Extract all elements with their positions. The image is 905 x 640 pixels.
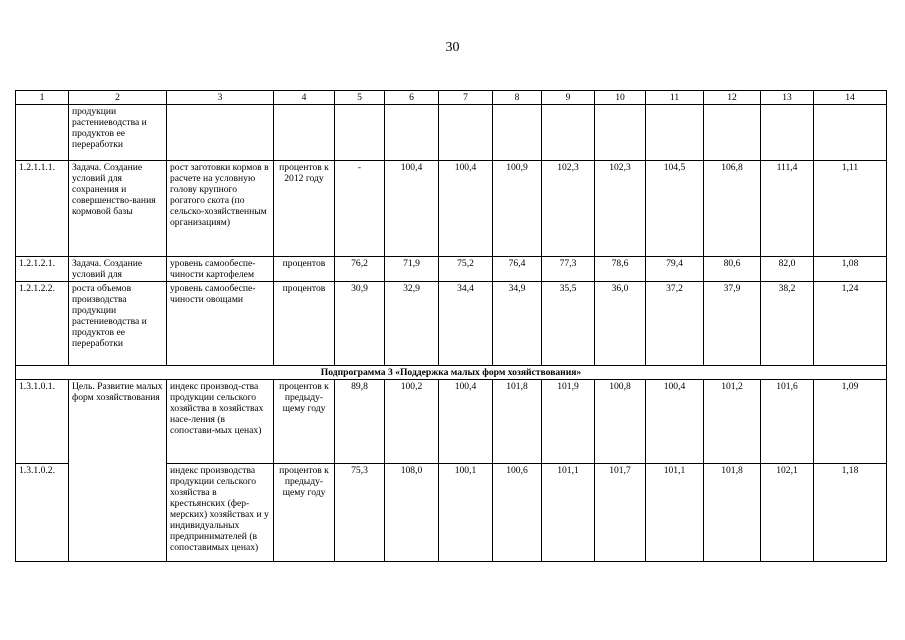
value-cell [704, 105, 761, 161]
value-cell: 80,6 [704, 257, 761, 282]
value-cell: 37,2 [646, 282, 704, 366]
value-cell: 35,5 [542, 282, 595, 366]
value-cell: 100,2 [385, 380, 439, 464]
col-header: 8 [493, 91, 542, 105]
value-cell: 100,8 [595, 380, 646, 464]
value-cell: 77,3 [542, 257, 595, 282]
unit-cell: процентов к предыду-щему году [274, 380, 335, 464]
value-cell: 100,6 [493, 464, 542, 562]
value-cell: 1,11 [814, 161, 887, 257]
col-header: 7 [439, 91, 493, 105]
column-number-row [16, 91, 887, 105]
value-cell: 34,9 [493, 282, 542, 366]
subprogram-heading: Подпрограмма 3 «Поддержка малых форм хозяйствования» [16, 366, 887, 380]
indicator-cell: рост заготовки кормов в расчете на условную голову крупного рогатого скота (по сельско-хозяйственным организациям) [167, 161, 274, 257]
value-cell: 1,08 [814, 257, 887, 282]
value-cell: 30,9 [335, 282, 385, 366]
unit-cell: процентов [274, 257, 335, 282]
value-cell: 71,9 [385, 257, 439, 282]
value-cell: 79,4 [646, 257, 704, 282]
value-cell: 1,09 [814, 380, 887, 464]
col-header: 10 [595, 91, 646, 105]
value-cell: 37,9 [704, 282, 761, 366]
col-header: 2 [69, 91, 167, 105]
unit-cell: процентов к 2012 году [274, 161, 335, 257]
code-cell: 1.3.1.0.2. [16, 464, 69, 562]
value-cell: 102,1 [761, 464, 814, 562]
value-cell [595, 105, 646, 161]
value-cell: 101,9 [542, 380, 595, 464]
goal-cell: Цель. Развитие малых форм хозяйствования [69, 380, 167, 562]
value-cell: 101,2 [704, 380, 761, 464]
value-cell [335, 105, 385, 161]
unit-cell [274, 105, 335, 161]
indicator-cell: индекс производ-ства продукции сельского хозяйства в хозяйствах насе-ления (в сопостави-мых ценах) [167, 380, 274, 464]
page-number: 30 [445, 40, 460, 55]
code-cell [16, 105, 69, 161]
value-cell: 100,4 [646, 380, 704, 464]
goal-cell: Задача. Создание условий для сохранения и совершенство-вания кормовой базы [69, 161, 167, 257]
table-row [16, 161, 887, 257]
code-cell: 1.2.1.1.1. [16, 161, 69, 257]
col-header: 11 [646, 91, 704, 105]
code-cell: 1.2.1.2.1. [16, 257, 69, 282]
indicator-cell [167, 105, 274, 161]
value-cell: 111,4 [761, 161, 814, 257]
value-cell: 101,6 [761, 380, 814, 464]
col-header: 14 [814, 91, 887, 105]
value-cell: 34,4 [439, 282, 493, 366]
table-row [16, 380, 887, 464]
value-cell [385, 105, 439, 161]
col-header: 5 [335, 91, 385, 105]
value-cell: 76,4 [493, 257, 542, 282]
value-cell: 89,8 [335, 380, 385, 464]
indicators-table [15, 90, 887, 562]
goal-cell: продукции растениеводства и продуктов ее переработки [69, 105, 167, 161]
value-cell: 108,0 [385, 464, 439, 562]
value-cell [493, 105, 542, 161]
indicator-cell: индекс производства продукции сельского хозяйства в крестьянских (фер-мерских) хозяйствах и у индивидуальных предпринимателей (в сопоставимых ценах) [167, 464, 274, 562]
value-cell: 100,1 [439, 464, 493, 562]
value-cell: 100,4 [439, 161, 493, 257]
value-cell: 82,0 [761, 257, 814, 282]
value-cell: 1,18 [814, 464, 887, 562]
value-cell [761, 105, 814, 161]
value-cell: 101,1 [646, 464, 704, 562]
value-cell [542, 105, 595, 161]
col-header: 1 [16, 91, 69, 105]
code-cell: 1.2.1.2.2. [16, 282, 69, 366]
value-cell: 101,1 [542, 464, 595, 562]
col-header: 6 [385, 91, 439, 105]
value-cell: 100,4 [385, 161, 439, 257]
value-cell [646, 105, 704, 161]
subprogram-heading-row [16, 366, 887, 380]
value-cell: - [335, 161, 385, 257]
value-cell: 75,2 [439, 257, 493, 282]
value-cell: 38,2 [761, 282, 814, 366]
col-header: 12 [704, 91, 761, 105]
indicator-cell: уровень самообеспе-чиности картофелем [167, 257, 274, 282]
table-row [16, 282, 887, 366]
value-cell: 101,8 [704, 464, 761, 562]
value-cell: 76,2 [335, 257, 385, 282]
indicator-cell: уровень самообеспе-чиности овощами [167, 282, 274, 366]
table-row [16, 105, 887, 161]
unit-cell: процентов [274, 282, 335, 366]
value-cell: 102,3 [595, 161, 646, 257]
value-cell: 106,8 [704, 161, 761, 257]
value-cell: 32,9 [385, 282, 439, 366]
col-header: 9 [542, 91, 595, 105]
value-cell: 75,3 [335, 464, 385, 562]
goal-cell: Задача. Создание условий для [69, 257, 167, 282]
value-cell: 104,5 [646, 161, 704, 257]
goal-cell: роста объемов производства продукции растениеводства и продуктов ее переработки [69, 282, 167, 366]
value-cell: 102,3 [542, 161, 595, 257]
value-cell: 101,8 [493, 380, 542, 464]
value-cell: 36,0 [595, 282, 646, 366]
col-header: 3 [167, 91, 274, 105]
unit-cell: процентов к предыду-щему году [274, 464, 335, 562]
value-cell: 101,7 [595, 464, 646, 562]
value-cell: 100,9 [493, 161, 542, 257]
col-header: 4 [274, 91, 335, 105]
value-cell [814, 105, 887, 161]
col-header: 13 [761, 91, 814, 105]
value-cell: 100,4 [439, 380, 493, 464]
table-row [16, 257, 887, 282]
value-cell: 1,24 [814, 282, 887, 366]
code-cell: 1.3.1.0.1. [16, 380, 69, 464]
value-cell [439, 105, 493, 161]
value-cell: 78,6 [595, 257, 646, 282]
